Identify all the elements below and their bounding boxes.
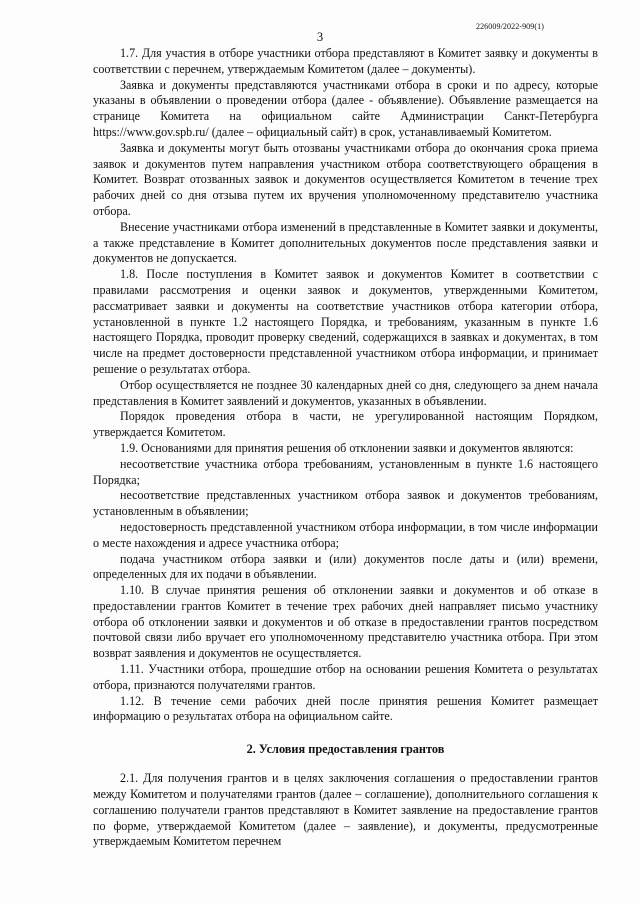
paragraph-1-8: 1.8. После поступления в Комитет заявок и документов Комитет в соответствии с правилами рассмотрения и оценки заявок и документов, утвержденными Комитетом, рассматривает заявки и документы на соответствие участников отбора категории отбора, установленной в пункте 1.2 настоящего Порядка, и требованиям, указанным в пункте 1.6 настоящего Порядка, проводит проверку сведений, содержащихся в заявках и документах, в том числе на предмет достоверности представленной участником отбора информации, и принимает решение о результатах отбора. xyxy=(93,267,598,376)
paragraph-1-7: 1.7. Для участия в отборе участники отбора представляют в Комитет заявку и документы в соответствии с перечнем, утверждаемым Комитетом (далее – документы). xyxy=(93,46,598,76)
paragraph-selection-procedure: Порядок проведения отбора в части, не урегулированной настоящим Порядком, утверждается Комитетом. xyxy=(93,409,598,440)
paragraph-2-1: 2.1. Для получения грантов и в целях заключения соглашения о предоставлении грантов между Комитетом и получателями грантов (далее – соглашение), дополнительного соглашения к соглашению получатели грантов представляют в Комитет заявление на предоставление грантов по форме, утверждаемой Комитетом (далее – заявление), и документы, предусмотренные утверждаемым Комитетом перечнем xyxy=(93,771,598,849)
paragraph-reason-2: несоответствие представленных участником отбора заявок и документов требованиям, установленным в объявлении; xyxy=(93,488,598,519)
page-number: 3 xyxy=(316,30,324,44)
paragraph-submission: Заявка и документы представляются участниками отбора в сроки и по адресу, которые указаны в объявлении о проведении отбора (далее - объявление). Объявление размещается на странице Комитета на официальном сайте Администрации Санкт-Петербурга https://www.gov.spb.ru/ (далее – официальный сайт) в срок, устанавливаемый Комитетом. xyxy=(93,77,598,139)
paragraph-selection-deadline: Отбор осуществляется не позднее 30 календарных дней со дня, следующего за днем начала представления в Комитет заявлений и документов, указанных в объявлении. xyxy=(93,377,598,408)
paragraph-1-9: 1.9. Основаниями для принятия решения об отклонении заявки и документов являются: xyxy=(120,440,574,455)
paragraph-1-12: 1.12. В течение семи рабочих дней после принятия решения Комитет размещает информацию о результатах отбора на официальном сайте. xyxy=(93,693,598,724)
paragraph-1-11: 1.11. Участники отбора, прошедшие отбор на основании решения Комитета о результатах отбора, признаются получателями грантов. xyxy=(93,662,598,692)
paragraph-reason-3: недостоверность представленной участником отбора информации, в том числе информации о месте нахождения и адресе участника отбора; xyxy=(93,519,598,550)
paragraph-reason-4: подача участником отбора заявки и (или) документов после даты и (или) времени, определенных для их подачи в объявлении. xyxy=(93,551,598,582)
paragraph-withdrawal: Заявка и документы могут быть отозваны участниками отбора до окончания срока приема заявок и документов путем направления участником отбора соответствующего обращения в Комитет. Возврат отозванных заявок и документов осуществляется Комитетом в течение трех рабочих дней со дня отзыва путем их вручения уполномоченному представителю участника отбора. xyxy=(93,140,598,218)
paragraph-changes: Внесение участниками отбора изменений в представленные в Комитет заявки и документы, а также представление в Комитет дополнительных документов после представления заявки и документов не допускается. xyxy=(93,219,598,266)
paragraph-reason-1: несоответствие участника отбора требованиям, установленным в пункте 1.6 настоящего Порядка; xyxy=(93,456,598,487)
paragraph-1-10: 1.10. В случае принятия решения об отклонении заявки и документов и об отказе в предоставлении грантов Комитет в течение трех рабочих дней направляет письмо участнику отбора об отклонении заявки и документов и об отказе в предоставлении грантов посредством почтовой связи либо вручает его уполномоченному представителю участника отбора. При этом возврат заявления и документов не осуществляется. xyxy=(93,583,598,661)
document-code: 226009/2022-909(1) xyxy=(475,22,544,31)
section-2-heading: 2. Условия предоставления грантов xyxy=(246,742,445,757)
document-body xyxy=(93,46,598,850)
